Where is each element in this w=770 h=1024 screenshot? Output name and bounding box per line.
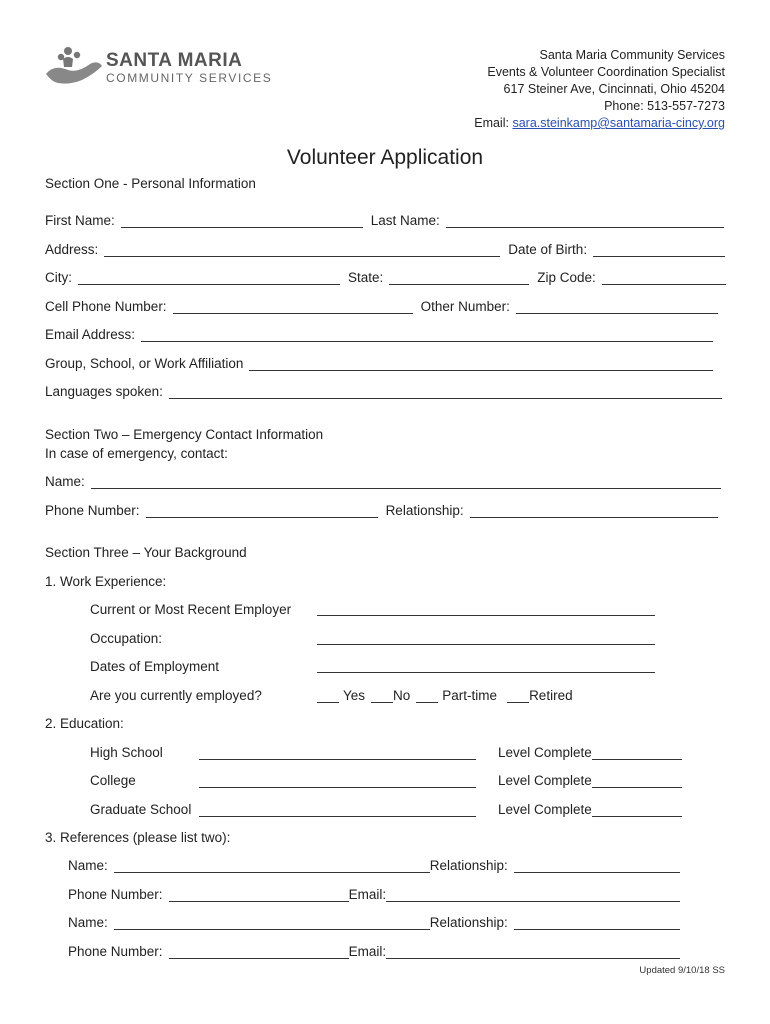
org-email-label: Email: xyxy=(474,116,509,130)
first-name-label: First Name: xyxy=(45,213,115,228)
high-school-field[interactable] xyxy=(199,746,476,760)
graduate-level-label: Level Complete xyxy=(498,802,592,817)
org-phone: Phone: 513-557-7273 xyxy=(604,99,725,113)
zip-label: Zip Code: xyxy=(537,270,596,285)
page-title: Volunteer Application xyxy=(286,146,484,169)
employed-question-label: Are you currently employed? xyxy=(90,688,262,703)
yes-label: Yes xyxy=(343,688,366,703)
emergency-phone-row xyxy=(45,503,718,518)
retired-label: Retired xyxy=(529,688,573,703)
emergency-phone-label: Phone Number: xyxy=(45,503,140,518)
email-address-field[interactable] xyxy=(141,328,713,342)
graduate-school-field[interactable] xyxy=(199,803,476,817)
org-role: Events & Volunteer Coordination Specialist xyxy=(487,65,725,79)
affiliation-field[interactable] xyxy=(249,357,713,371)
org-email-row xyxy=(474,115,725,132)
graduate-school-label: Graduate School xyxy=(90,802,192,817)
other-number-label: Other Number: xyxy=(420,299,510,314)
dates-employment-field[interactable] xyxy=(317,659,655,673)
high-school-level-label: Level Complete xyxy=(498,745,592,760)
high-school-label: High School xyxy=(90,745,163,760)
college-level-field[interactable] xyxy=(592,774,682,788)
education-heading: 2. Education: xyxy=(45,716,124,731)
dates-employment-label: Dates of Employment xyxy=(90,659,220,674)
logo xyxy=(44,44,273,92)
org-address: 617 Steiner Ave, Cincinnati, Ohio 45204 xyxy=(503,82,725,96)
retired-blank[interactable] xyxy=(507,689,529,703)
part-time-blank[interactable] xyxy=(416,689,438,703)
city-state-zip-row xyxy=(45,270,726,285)
emergency-name-field[interactable] xyxy=(91,475,721,489)
address-field[interactable] xyxy=(104,243,500,257)
reference2-email-label: Email: xyxy=(348,944,387,959)
references-heading: 3. References (please list two): xyxy=(45,830,231,845)
emergency-relationship-label: Relationship: xyxy=(385,503,464,518)
reference2-email-field[interactable] xyxy=(386,945,680,959)
state-label: State: xyxy=(348,270,384,285)
city-label: City: xyxy=(45,270,72,285)
reference2-phone-label: Phone Number: xyxy=(68,944,163,959)
no-label: No xyxy=(393,688,411,703)
address-dob-row xyxy=(45,242,725,257)
college-field[interactable] xyxy=(199,774,476,788)
emergency-relationship-field[interactable] xyxy=(470,504,718,518)
part-time-label: Part-time xyxy=(442,688,498,703)
graduate-level-field[interactable] xyxy=(592,803,682,817)
emergency-subheading: In case of emergency, contact: xyxy=(45,446,228,461)
section-one-heading: Section One - Personal Information xyxy=(45,176,256,191)
emergency-name-label: Name: xyxy=(45,474,85,489)
email-address-label: Email Address: xyxy=(45,327,136,342)
reference1-name-label: Name: xyxy=(68,858,108,873)
occupation-label: Occupation: xyxy=(90,631,163,646)
reference1-email-label: Email: xyxy=(348,887,387,902)
no-blank[interactable] xyxy=(371,689,393,703)
reference2-relationship-label: Relationship: xyxy=(429,915,508,930)
occupation-field[interactable] xyxy=(317,631,655,645)
reference1-phone-row xyxy=(68,887,680,902)
dob-field[interactable] xyxy=(593,243,725,257)
high-school-row xyxy=(199,745,682,760)
first-name-field[interactable] xyxy=(121,214,363,228)
section-two-heading: Section Two – Emergency Contact Information xyxy=(45,427,324,442)
occupation-row xyxy=(317,631,655,645)
phone-numbers-row xyxy=(45,299,718,314)
org-contact-block xyxy=(474,47,725,132)
city-field[interactable] xyxy=(78,271,340,285)
reference2-phone-field[interactable] xyxy=(169,945,349,959)
dob-label: Date of Birth: xyxy=(508,242,588,257)
reference1-relationship-field[interactable] xyxy=(514,859,680,873)
reference1-phone-field[interactable] xyxy=(169,888,349,902)
yes-blank[interactable] xyxy=(317,689,339,703)
emergency-name-row xyxy=(45,474,721,489)
address-label: Address: xyxy=(45,242,99,257)
logo-subtitle: COMMUNITY SERVICES xyxy=(106,71,273,85)
high-school-level-field[interactable] xyxy=(592,746,682,760)
employer-field[interactable] xyxy=(317,602,655,616)
hand-with-people-icon xyxy=(44,44,104,90)
affiliation-label: Group, School, or Work Affiliation xyxy=(45,356,244,371)
reference1-name-field[interactable] xyxy=(114,859,430,873)
affiliation-row xyxy=(45,356,713,371)
section-three-heading: Section Three – Your Background xyxy=(45,545,247,560)
college-row xyxy=(199,773,682,788)
reference2-phone-row xyxy=(68,944,680,959)
reference2-name-field[interactable] xyxy=(114,916,430,930)
reference2-name-label: Name: xyxy=(68,915,108,930)
employment-status-row xyxy=(317,688,573,703)
college-level-label: Level Complete xyxy=(498,773,592,788)
reference1-name-row xyxy=(68,858,680,873)
state-field[interactable] xyxy=(389,271,529,285)
org-name: Santa Maria Community Services xyxy=(539,48,725,62)
languages-field[interactable] xyxy=(169,385,722,399)
work-experience-heading: 1. Work Experience: xyxy=(45,574,167,589)
languages-row xyxy=(45,384,722,399)
last-name-field[interactable] xyxy=(446,214,724,228)
last-name-label: Last Name: xyxy=(370,213,440,228)
zip-field[interactable] xyxy=(602,271,726,285)
graduate-school-row xyxy=(199,802,682,817)
reference1-phone-label: Phone Number: xyxy=(68,887,163,902)
logo-title: SANTA MARIA xyxy=(106,50,243,71)
reference2-relationship-field[interactable] xyxy=(514,916,680,930)
reference1-relationship-label: Relationship: xyxy=(429,858,508,873)
employer-row xyxy=(317,602,655,616)
cell-phone-label: Cell Phone Number: xyxy=(45,299,167,314)
languages-label: Languages spoken: xyxy=(45,384,163,399)
emergency-phone-field[interactable] xyxy=(146,504,378,518)
updated-note: Updated 9/10/18 SS xyxy=(639,965,725,976)
reference1-email-field[interactable] xyxy=(386,888,680,902)
cell-phone-field[interactable] xyxy=(173,300,413,314)
email-row xyxy=(45,327,713,342)
other-number-field[interactable] xyxy=(516,300,718,314)
reference2-name-row xyxy=(68,915,680,930)
dates-employment-row xyxy=(317,659,655,673)
college-label: College xyxy=(90,773,136,788)
org-email-link[interactable]: sara.steinkamp@santamaria-cincy.org xyxy=(512,116,725,130)
first-last-name-row xyxy=(45,213,724,228)
employer-label: Current or Most Recent Employer xyxy=(90,602,292,617)
